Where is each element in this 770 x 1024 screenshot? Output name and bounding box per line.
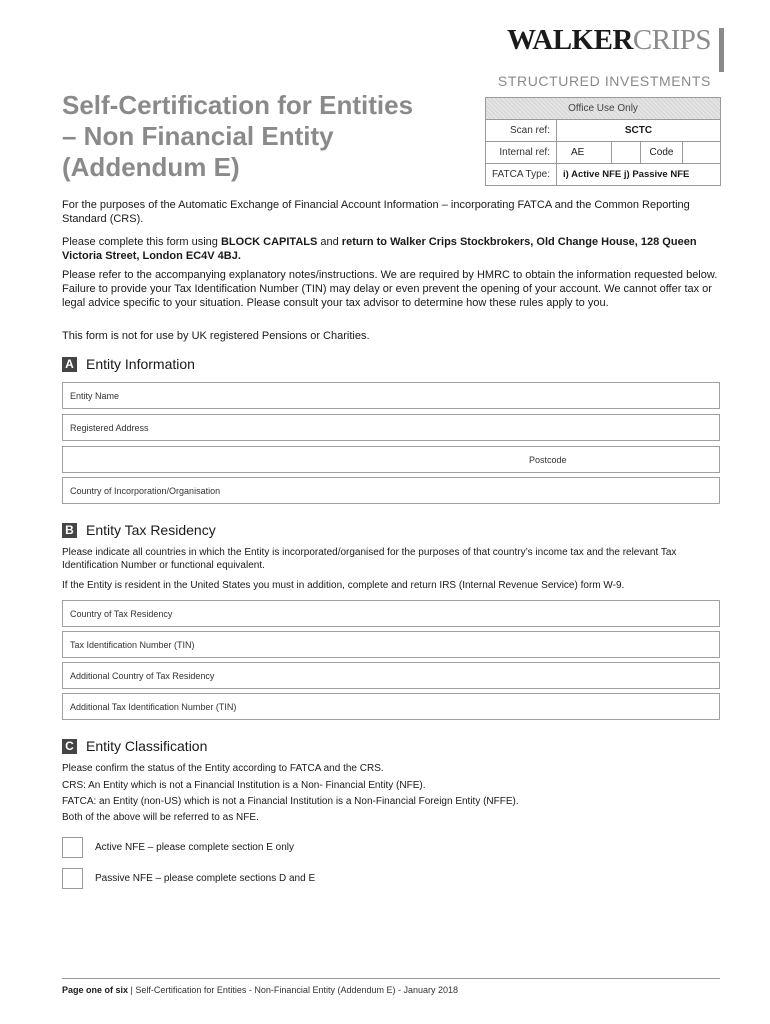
- logo-bar: [719, 28, 724, 72]
- page-footer: [62, 985, 458, 995]
- postcode-label: Postcode: [529, 455, 567, 465]
- passive-nfe-checkbox[interactable]: [62, 868, 83, 889]
- entity-name-field[interactable]: Entity Name: [62, 382, 720, 409]
- logo-wordmark: [507, 24, 711, 56]
- registered-address-line-2-field[interactable]: [62, 446, 720, 473]
- additional-country-field[interactable]: Additional Country of Tax Residency: [62, 662, 720, 689]
- section-c-letter: C: [62, 739, 77, 754]
- section-b-paragraph-1: Please indicate all countries in which the Entity is incorporated/organised for the purposes of that country’s income tax and the relevant Tax Identification Number or functional equivalent.: [62, 547, 677, 571]
- section-a-title: Entity Information: [86, 356, 195, 372]
- section-b-paragraph-2: If the Entity is resident in the United States you must in addition, complete and return IRS (Internal Revenue Service) form W-9.: [62, 580, 625, 591]
- registered-address-field[interactable]: Registered Address: [62, 414, 720, 441]
- active-nfe-checkbox[interactable]: [62, 837, 83, 858]
- intro-p2-a: Please complete this form using: [62, 236, 221, 248]
- scan-ref-row: [486, 120, 720, 142]
- intro-p2-block-capitals: BLOCK CAPITALS: [220, 236, 318, 248]
- company-logo: [498, 24, 724, 89]
- section-b-title: Entity Tax Residency: [86, 522, 216, 538]
- title-line-2: – Non Financial Entity: [62, 121, 334, 151]
- internal-ref-code[interactable]: Code: [641, 142, 683, 163]
- fatca-type-row: [486, 164, 720, 185]
- section-a-letter: A: [62, 357, 77, 372]
- footer-divider: [62, 978, 720, 979]
- fatca-type-value: i) Active NFE j) Passive NFE: [563, 169, 690, 180]
- scan-ref-value: SCTC: [624, 125, 653, 136]
- country-of-incorporation-field[interactable]: Country of Incorporation/Organisation: [62, 477, 720, 504]
- internal-ref-row: [486, 142, 720, 164]
- section-c-title: Entity Classification: [86, 738, 208, 754]
- intro-p2-return-address: return to Walker Crips Stockbrokers, Old Change House, 128 Queen Victoria Street, London EC4V 4BJ.: [62, 236, 697, 262]
- intro-paragraph-4: This form is not for use by UK registered Pensions or Charities.: [62, 330, 370, 342]
- intro-paragraph-1: For the purposes of the Automatic Exchange of Financial Account Information – incorporating FATCA and the Common Reporting Standard (CRS).: [62, 199, 690, 225]
- passive-nfe-option[interactable]: [62, 868, 315, 889]
- footer-separator: |: [128, 985, 136, 995]
- section-b-letter: B: [62, 523, 77, 538]
- section-b-header: [62, 522, 216, 538]
- logo-subtitle: STRUCTURED INVESTMENTS: [497, 73, 711, 89]
- intro-paragraph-2: [62, 235, 727, 263]
- section-c-paragraph-3: FATCA: an Entity (non-US) which is not a Financial Institution is a Non-Financial Foreign Entity (NFFE).: [62, 796, 519, 807]
- logo-word-walker: WALKER: [506, 24, 633, 56]
- office-use-box: [485, 97, 721, 186]
- tin-field[interactable]: Tax Identification Number (TIN): [62, 631, 720, 658]
- title-line-1: Self-Certification for Entities: [62, 90, 414, 120]
- section-c-header: [62, 738, 207, 754]
- passive-nfe-label: Passive NFE – please complete sections D and E: [95, 873, 316, 884]
- section-c-paragraph-2: CRS: An Entity which is not a Financial Institution is a Non- Financial Entity (NFE).: [62, 780, 426, 791]
- scan-ref-label: Scan ref:: [486, 120, 557, 141]
- footer-page-number: Page one of six: [62, 985, 129, 995]
- additional-tin-field[interactable]: Additional Tax Identification Number (TIN): [62, 693, 720, 720]
- section-a-header: [62, 356, 195, 372]
- internal-ref-blank[interactable]: [612, 142, 641, 163]
- title-line-3: (Addendum E): [62, 152, 240, 182]
- logo-word-crips: CRIPS: [632, 24, 711, 56]
- internal-ref-ae[interactable]: AE: [557, 142, 612, 163]
- country-of-tax-residency-field[interactable]: Country of Tax Residency: [62, 600, 720, 627]
- active-nfe-label: Active NFE – please complete section E only: [95, 842, 294, 853]
- internal-ref-label: Internal ref:: [486, 142, 557, 163]
- footer-document-title: Self-Certification for Entities - Non-Financial Entity (Addendum E) - January 2018: [135, 985, 459, 995]
- section-c-paragraph-1: Please confirm the status of the Entity according to FATCA and the CRS.: [62, 763, 384, 774]
- section-c-paragraph-4: Both of the above will be referred to as NFE.: [62, 812, 259, 823]
- intro-paragraph-3: Please refer to the accompanying explanatory notes/instructions. We are required by HMRC to obtain the information requested below. Failure to provide your Tax Identification Number (TIN) may delay or even prevent the opening of your account. We cannot offer tax or legal advice specific to your situation. Please consult your tax advisor to determine how these rules apply to you.: [62, 269, 718, 309]
- fatca-type-label: FATCA Type:: [486, 164, 557, 185]
- active-nfe-option[interactable]: [62, 837, 294, 858]
- page-title: [62, 90, 442, 183]
- office-use-heading: Office Use Only: [486, 98, 720, 120]
- intro-p2-c: and: [317, 236, 342, 248]
